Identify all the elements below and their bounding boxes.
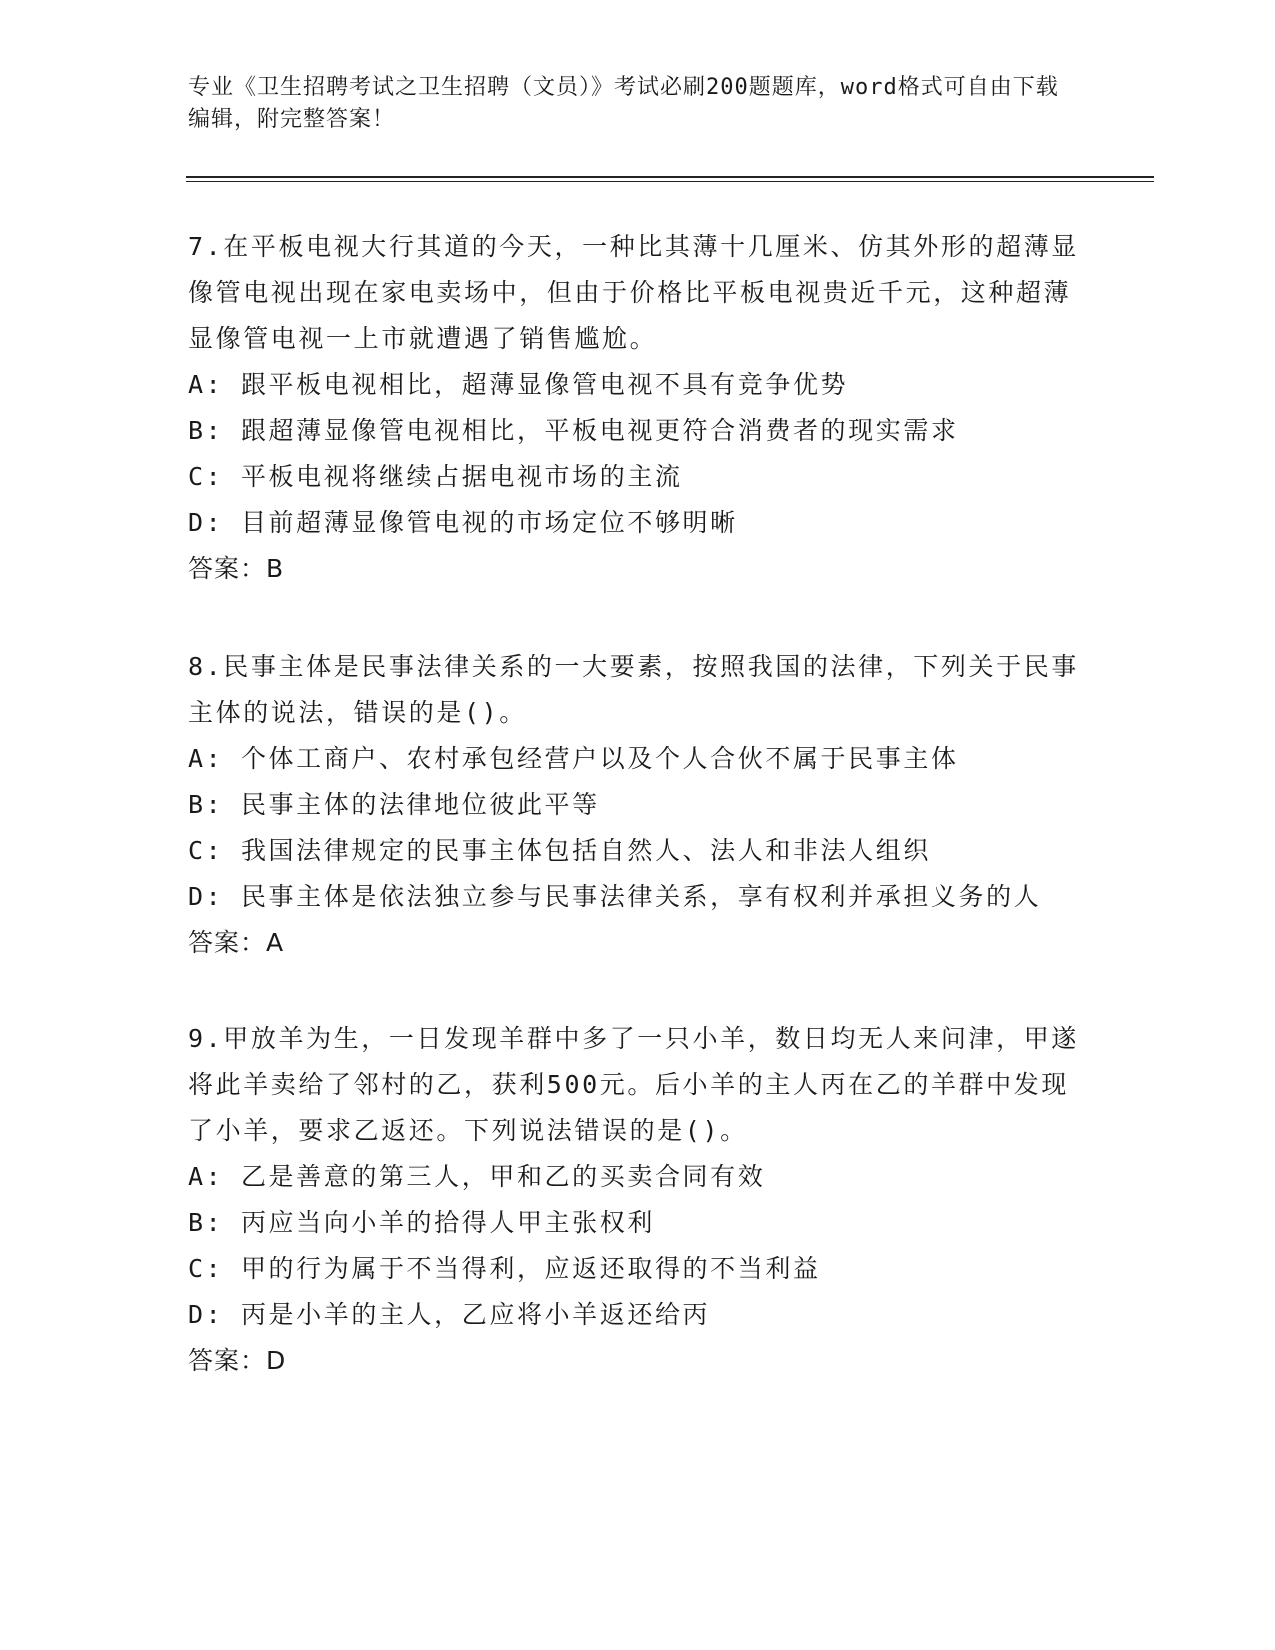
option-d: D: 目前超薄显像管电视的市场定位不够明晰	[188, 508, 738, 537]
option-d: D: 民事主体是依法独立参与民事法律关系，享有权利并承担义务的人	[188, 882, 1042, 911]
option-b: B: 跟超薄显像管电视相比，平板电视更符合消费者的现实需求	[188, 416, 959, 445]
option-c: C: 平板电视将继续占据电视市场的主流	[188, 462, 683, 491]
option-b: B: 民事主体的法律地位彼此平等	[188, 790, 600, 819]
question-9	[188, 1016, 1088, 1384]
header-divider-thin	[186, 181, 1154, 182]
option-a: A: 跟平板电视相比，超薄显像管电视不具有竞争优势	[188, 370, 849, 399]
option-a: A: 个体工商户、农村承包经营户以及个人合伙不属于民事主体	[188, 744, 959, 773]
option-b: B: 丙应当向小羊的拾得人甲主张权利	[188, 1208, 655, 1237]
question-stem: 7.在平板电视大行其道的今天，一种比其薄十几厘米、仿其外形的超薄显像管电视出现在家电卖场中，但由于价格比平板电视贵近千元，这种超薄显像管电视一上市就遭遇了销售尴尬。	[188, 232, 1079, 353]
question-7	[188, 224, 1088, 592]
answer-line: 答案：D	[188, 1346, 287, 1375]
answer-line: 答案：A	[188, 928, 285, 957]
question-stem: 8.民事主体是民事法律关系的一大要素，按照我国的法律，下列关于民事主体的说法，错误的是()。	[188, 652, 1079, 727]
answer-line: 答案：B	[188, 554, 285, 583]
question-8	[188, 644, 1088, 966]
option-a: A: 乙是善意的第三人，甲和乙的买卖合同有效	[188, 1162, 766, 1191]
question-stem: 9.甲放羊为生，一日发现羊群中多了一只小羊，数日均无人来问津，甲遂将此羊卖给了邻村的乙，获利500元。后小羊的主人丙在乙的羊群中发现了小羊，要求乙返还。下列说法错误的是()。	[188, 1024, 1079, 1145]
document-header: 专业《卫生招聘考试之卫生招聘（文员）》考试必刷200题题库，word格式可自由下载编辑，附完整答案！	[188, 75, 1059, 132]
option-c: C: 我国法律规定的民事主体包括自然人、法人和非法人组织	[188, 836, 931, 865]
option-d: D: 丙是小羊的主人，乙应将小羊返还给丙	[188, 1300, 711, 1329]
header-divider-thick	[186, 176, 1154, 178]
option-c: C: 甲的行为属于不当得利，应返还取得的不当利益	[188, 1254, 821, 1283]
